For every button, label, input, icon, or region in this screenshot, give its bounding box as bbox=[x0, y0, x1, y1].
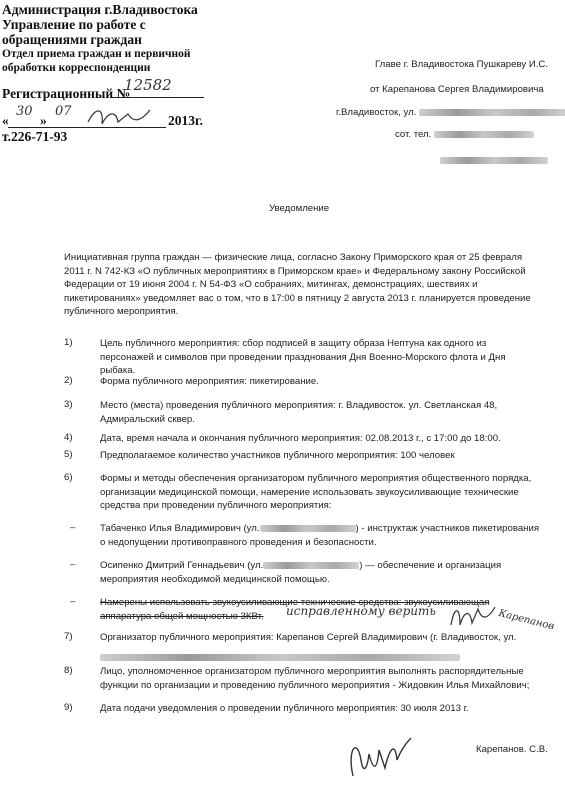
redacted-extra bbox=[440, 152, 548, 170]
item-7-number: 7) bbox=[64, 631, 73, 642]
sub-item-3-dash: – bbox=[70, 596, 76, 607]
sub-item-1-pre: Табаченко Илья Владимирович (ул. bbox=[100, 523, 260, 534]
item-3-number: 3) bbox=[64, 399, 73, 410]
registration-number: 12582 bbox=[124, 76, 172, 94]
stamp-line-3: обращениями граждан bbox=[2, 32, 142, 47]
handwritten-signature bbox=[345, 730, 415, 782]
sub-item-2-post: ) — обеспечение и организация мероприятия необходимой медицинской помощью. bbox=[100, 560, 502, 585]
date-quote-close: » bbox=[40, 113, 47, 128]
item-5-text: Предполагаемое количество участников публичного мероприятия: 100 человек bbox=[100, 450, 455, 461]
item-2-text: Форма публичного мероприятия: пикетирование. bbox=[100, 376, 319, 387]
stamp-line-5: обработки корреспонденции bbox=[2, 62, 151, 74]
item-8-number: 8) bbox=[64, 665, 73, 676]
correction-name: Карепанов bbox=[497, 608, 556, 633]
sub-item-1-post: ) - инструктаж участников пикетирования о недопущении противоправного проведения и безопасности. bbox=[100, 523, 540, 548]
sub-item-2 bbox=[100, 559, 540, 586]
item-2-number: 2) bbox=[64, 375, 73, 386]
addressee-city-label: г.Владивосток, ул. bbox=[336, 107, 417, 118]
redacted-phone bbox=[434, 131, 534, 138]
sub-item-2-pre: Осипенко Дмитрий Геннадьевич (ул. bbox=[100, 560, 264, 571]
item-6-number: 6) bbox=[64, 472, 73, 483]
stamp-line-4: Отдел приема граждан и первичной bbox=[2, 48, 191, 60]
date-month: 07 bbox=[55, 104, 72, 119]
sub-item-3-struck: Намерены использовать звукоусиливающие технические средства: звукоусиливающая аппаратура общей мощностью 3КВт. bbox=[100, 597, 490, 622]
addressee-phone bbox=[395, 129, 534, 140]
item-9-text: Дата подачи уведомления о проведении публичного мероприятия: 30 июля 2013 г. bbox=[100, 703, 469, 714]
item-8-text: Лицо, уполномоченное организатором публичного мероприятия выполнять распорядительные функции по организации и проведению публичного мероприятия - Жидовкин Илья Михайлович; bbox=[100, 666, 530, 691]
item-4-text: Дата, время начала и окончания публичного мероприятия: 02.08.2013 г., с 17:00 до 18:00. bbox=[100, 433, 501, 444]
redacted-address bbox=[419, 109, 565, 116]
registration-label: Регистрационный № bbox=[2, 86, 131, 101]
sub-item-2-dash: – bbox=[70, 559, 76, 570]
date-day: 30 bbox=[16, 104, 33, 119]
signature-name: Карепанов. С.В. bbox=[476, 744, 548, 755]
intro-paragraph: Инициативная группа граждан — физические лица, согласно Закону Приморского края от 25 февраля 2011 г. N 742-КЗ «О публичных мероприятиях в Приморском крае» и Федеральному закону Российской Федерации от 19 июня 2004 г. N 54-ФЗ «О собраниях, митингах, демонстрациях, шествиях и пикетированиях» уведомляет вас о том, что в 17:00 в пятницу 2 августа 2013 г. планируется проведение публичного мероприятия. bbox=[64, 252, 531, 318]
sub-item-1-dash: – bbox=[70, 522, 76, 533]
redacted-address-2 bbox=[263, 562, 359, 569]
correction-signature bbox=[448, 603, 498, 629]
item-5-number: 5) bbox=[64, 449, 73, 460]
item-1-text: Цель публичного мероприятия: сбор подписей в защиту образа Нептуна как одного из персонажей и символов при проведении празднования Дня Военно-Морского флота и Дня рыбака. bbox=[100, 338, 506, 377]
date-year: 2013г. bbox=[168, 113, 203, 128]
item-3-text: Место (места) проведения публичного мероприятия: г. Владивосток. ул. Светланская 48, Адмиральский сквер. bbox=[100, 400, 498, 425]
item-1-number: 1) bbox=[64, 337, 73, 348]
addressee-to: Главе г. Владивостока Пушкареву И.С. bbox=[375, 59, 548, 70]
stamp-line-2: Управление по работе с bbox=[2, 17, 146, 32]
redacted-address-1 bbox=[260, 525, 356, 532]
registrar-initials-signature bbox=[84, 104, 154, 130]
date-quote-open: « bbox=[2, 113, 9, 128]
item-4-number: 4) bbox=[64, 432, 73, 443]
addressee-city bbox=[336, 107, 565, 118]
registration-underline bbox=[112, 97, 204, 98]
item-9-number: 9) bbox=[64, 702, 73, 713]
addressee-phone-label: сот. тел. bbox=[395, 129, 432, 140]
item-6-text: Формы и методы обеспечения организатором публичного мероприятия общественного порядка, организации медицинской помощи, намерение использовать звукоусиливающие технические средства при проведении публичного мероприятия: bbox=[100, 473, 532, 512]
stamp-line-1: Администрация г.Владивостока bbox=[2, 2, 198, 17]
addressee-from: от Карепанова Сергея Владимировича bbox=[370, 84, 544, 95]
item-7-text: Организатор публичного мероприятия: Карепанов Сергей Владимирович (г. Владивосток, ул. bbox=[100, 632, 517, 643]
stamp-phone: т.226-71-93 bbox=[2, 129, 68, 144]
document-title: Уведомление bbox=[269, 203, 330, 214]
sub-item-1 bbox=[100, 522, 540, 549]
correction-note: исправленному верить bbox=[286, 604, 436, 618]
